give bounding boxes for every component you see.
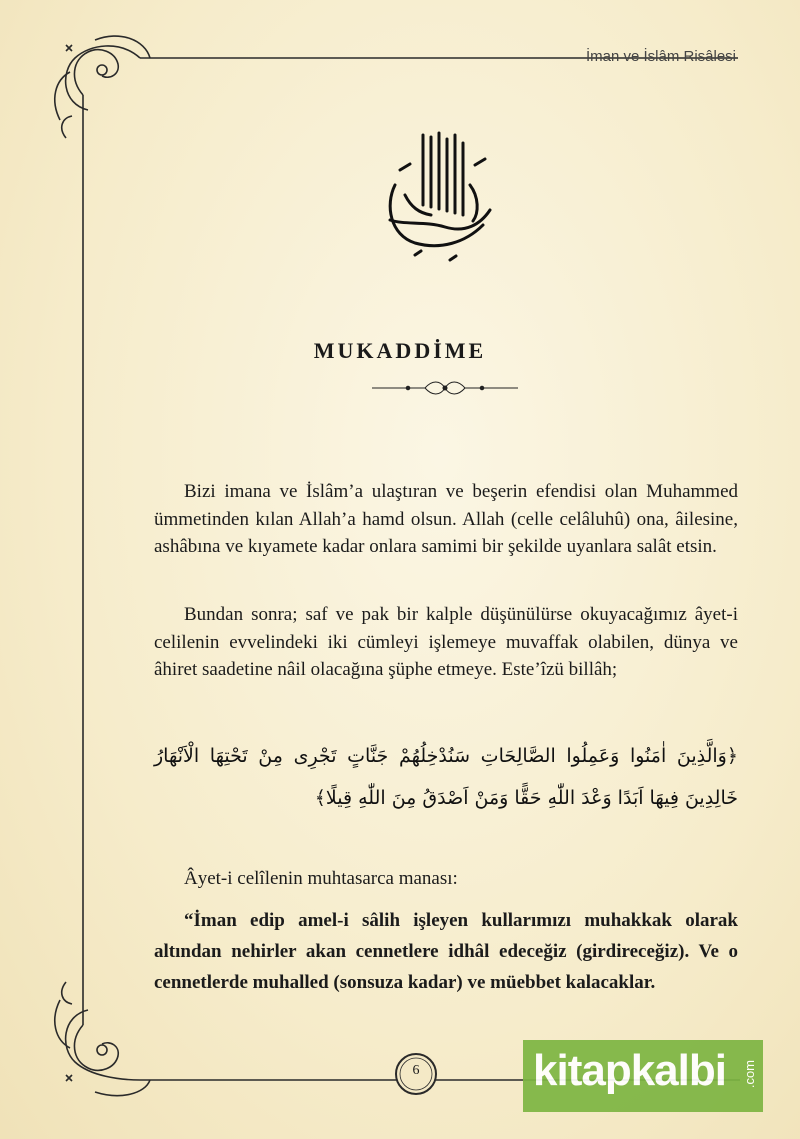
paragraph-translation: “İman edip amel-i sâlih işleyen kullarımızı muhakkak olarak altından nehirler akan cennetlere idhâl edeceğiz (girdireceğiz). Ve o cennetlerde muhalled (sonsuza kadar) ve müebbet kalacaklar. (154, 910, 738, 993)
paragraph-intro: Bizi imana ve İslâm’a ulaştıran ve beşerin efendisi olan Muhammed ümmetinden kılan Allah’a hamd olsun. Allah (celle celâluhû) ona, âilesine, ashâbına ve kıyamete kadar onlara samimi bir şekilde uyanlara salât etsin. (154, 481, 738, 557)
paragraph-bundan-sonra: Bundan sonra; saf ve pak bir kalple düşünülürse okuyacağımız âyet-i celilenin evvelindeki iki cümleyi işlemeye muvaffak olabilen, dünya ve âhiret saadetine nâil olacağına şüphe etmeye. Este’îzü billâh; (154, 604, 738, 680)
page-number-badge (394, 1052, 438, 1096)
running-header: İman ve İslâm Risâlesi (585, 48, 736, 65)
page-number: 6 (412, 1063, 420, 1078)
section-title: MUKADDİME (313, 338, 487, 363)
watermark-brand: kitapkalbi (533, 1046, 726, 1095)
arabic-verse: ﴿وَالَّذِينَ اٰمَنُوا وَعَمِلُوا الصَّالِحَاتِ سَنُدْخِلُهُمْ جَنَّاتٍ تَجْرِى مِنْ تَحْتِهَا الْاَنْهَارُ خَالِدِينَ فِيهَا اَبَدًا وَعْدَ اللّٰهِ حَقًّا وَمَنْ اَصْدَقُ مِنَ اللّٰهِ قِيلًا﴾ (154, 745, 738, 809)
besmele-calligraphy (375, 125, 500, 270)
watermark-logo (523, 1040, 763, 1112)
ornamental-divider (370, 378, 520, 398)
paragraph-meaning-heading: Âyet-i celîlenin muhtasarca manası: (184, 868, 458, 889)
watermark-domain: .com (742, 1060, 757, 1089)
